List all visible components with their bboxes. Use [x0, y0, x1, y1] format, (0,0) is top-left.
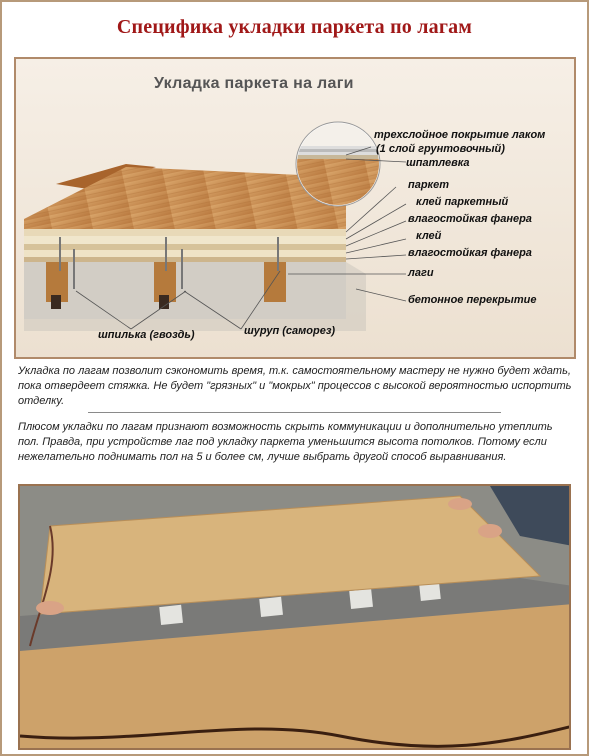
label-parquet: паркет — [408, 179, 450, 191]
label-slab: бетонное перекрытие — [408, 294, 537, 306]
plywood-photo-illustration — [20, 486, 571, 750]
label-glue: клей — [416, 230, 442, 242]
paragraph-advantages: Плюсом укладки по лагам признают возможность скрыть коммуникации и дополнительно утеплить пол. Правда, при устройстве лаг под укладку паркета уменьшится высота потолков. Потому если нежелательно поднимать пол на 5 и более см, лучше выбрать другой способ выравнивания. — [18, 421, 553, 463]
page-title: Специфика укладки паркета по лагам — [116, 16, 473, 38]
label-plywood-2: влагостойкая фанера — [408, 247, 532, 259]
diagram-title: Укладка паркета на лаги — [154, 75, 354, 92]
installation-photo — [18, 484, 571, 750]
label-putty: шпатлевка — [406, 157, 470, 169]
label-joists: лаги — [408, 267, 434, 279]
floor-diagram-illustration — [16, 59, 576, 359]
label-primer: (1 слой грунтовочный) — [376, 143, 505, 155]
label-parquet-glue: клей паркетный — [416, 196, 509, 208]
label-screw: шуруп (саморез) — [244, 325, 336, 337]
label-stud: шпилька (гвоздь) — [98, 329, 195, 341]
label-plywood-1: влагостойкая фанера — [408, 213, 532, 225]
divider — [88, 412, 501, 413]
label-lacquer: трехслойное покрытие лаком — [374, 129, 546, 141]
paragraph-time-saving: Укладка по лагам позволит сэкономить время, т.к. самостоятельному мастеру не нужно будет ждать, пока отвердеет стяжка. Не будет "грязных" и "мокрых" процессов с высокой вероятностью испортить отделку. — [18, 365, 572, 407]
floor-diagram — [14, 57, 576, 359]
